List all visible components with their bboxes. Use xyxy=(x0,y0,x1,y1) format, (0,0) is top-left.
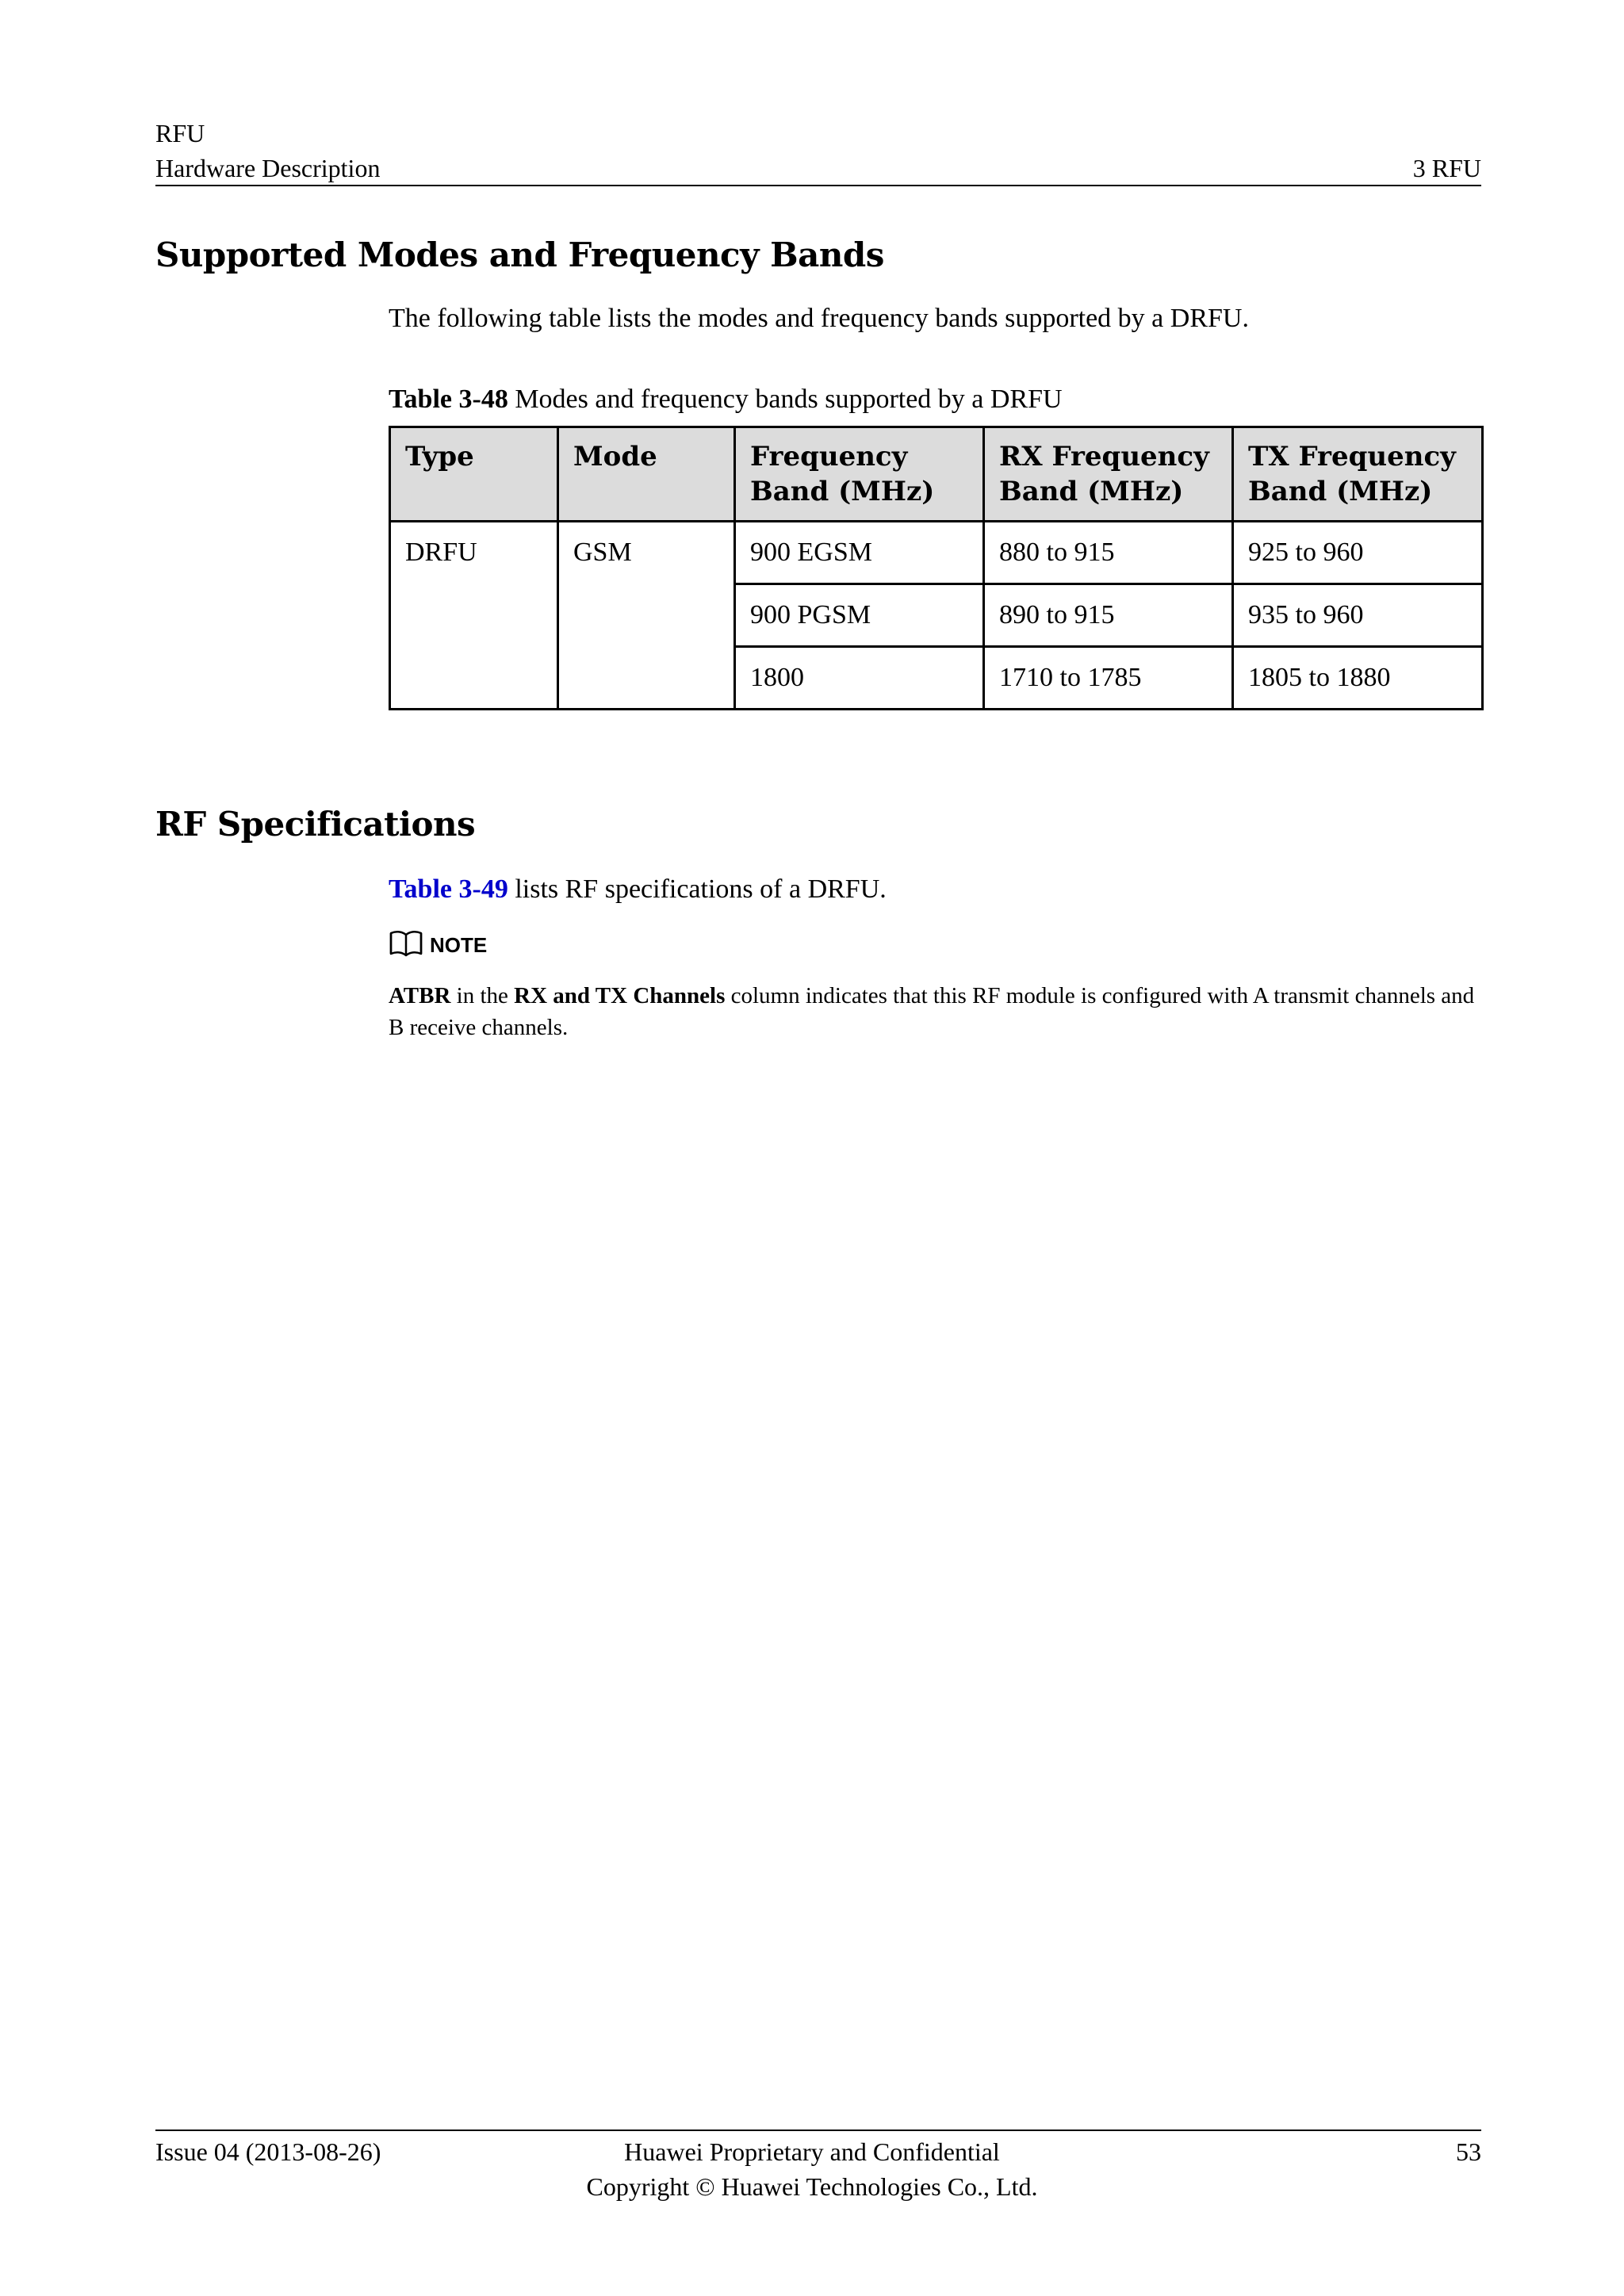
footer-issue: Issue 04 (2013-08-26) xyxy=(155,2137,381,2166)
cell-rx-band: 1710 to 1785 xyxy=(984,647,1233,710)
table-caption-text: Modes and frequency bands supported by a DRFU xyxy=(508,385,1063,414)
section-heading-modes: Supported Modes and Frequency Bands xyxy=(155,235,884,274)
header-cell-frequency-band: Frequency Band (MHz) xyxy=(735,427,984,522)
header-cell-tx-band: TX Frequency Band (MHz) xyxy=(1233,427,1483,522)
cell-rx-band: 890 to 915 xyxy=(984,584,1233,647)
note-label: NOTE xyxy=(430,932,488,957)
table-row xyxy=(390,522,1483,584)
header-cell-mode: Mode xyxy=(558,427,735,522)
header-product: RFU xyxy=(155,119,205,147)
footer-divider xyxy=(155,2130,1481,2131)
cell-tx-band: 1805 to 1880 xyxy=(1233,647,1483,710)
footer-confidential: Huawei Proprietary and Confidential xyxy=(624,2137,1000,2166)
header-divider xyxy=(155,185,1481,186)
footer-page-number: 53 xyxy=(1456,2137,1481,2166)
cell-rx-band: 880 to 915 xyxy=(984,522,1233,584)
note-bold-atbr: ATBR xyxy=(389,983,451,1008)
table-3-49-link[interactable]: Table 3-49 xyxy=(389,874,508,904)
cell-frequency-band: 900 EGSM xyxy=(735,522,984,584)
note-text-part2: column indicates that this RF module is configured with A transmit channels and B receive channels. xyxy=(389,983,1475,1040)
header-chapter: 3 RFU xyxy=(1412,154,1481,182)
note-text xyxy=(389,980,1483,1043)
section-heading-rf-specs: RF Specifications xyxy=(155,805,476,844)
header-cell-rx-band: RX Frequency Band (MHz) xyxy=(984,427,1233,522)
cell-type: DRFU xyxy=(390,522,558,710)
note-header xyxy=(389,928,487,962)
table-caption xyxy=(389,382,1063,417)
book-icon xyxy=(389,929,423,962)
header-doc-title: Hardware Description xyxy=(155,154,381,182)
section-intro: The following table lists the modes and frequency bands supported by a DRFU. xyxy=(389,304,1249,333)
cell-tx-band: 925 to 960 xyxy=(1233,522,1483,584)
cell-tx-band: 935 to 960 xyxy=(1233,584,1483,647)
table-caption-label: Table 3-48 xyxy=(389,385,508,414)
footer-copyright: Copyright © Huawei Technologies Co., Ltd. xyxy=(586,2172,1038,2201)
cell-mode: GSM xyxy=(558,522,735,710)
cell-frequency-band: 900 PGSM xyxy=(735,584,984,647)
rf-specs-intro xyxy=(389,872,887,907)
note-bold-channels: RX and TX Channels xyxy=(514,983,726,1008)
note-text-part1: in the xyxy=(450,983,515,1008)
rf-specs-intro-text: lists RF specifications of a DRFU. xyxy=(508,874,887,904)
header-cell-type: Type xyxy=(390,427,558,522)
frequency-band-table xyxy=(389,426,1484,710)
cell-frequency-band: 1800 xyxy=(735,647,984,710)
table-header-row xyxy=(390,427,1483,522)
